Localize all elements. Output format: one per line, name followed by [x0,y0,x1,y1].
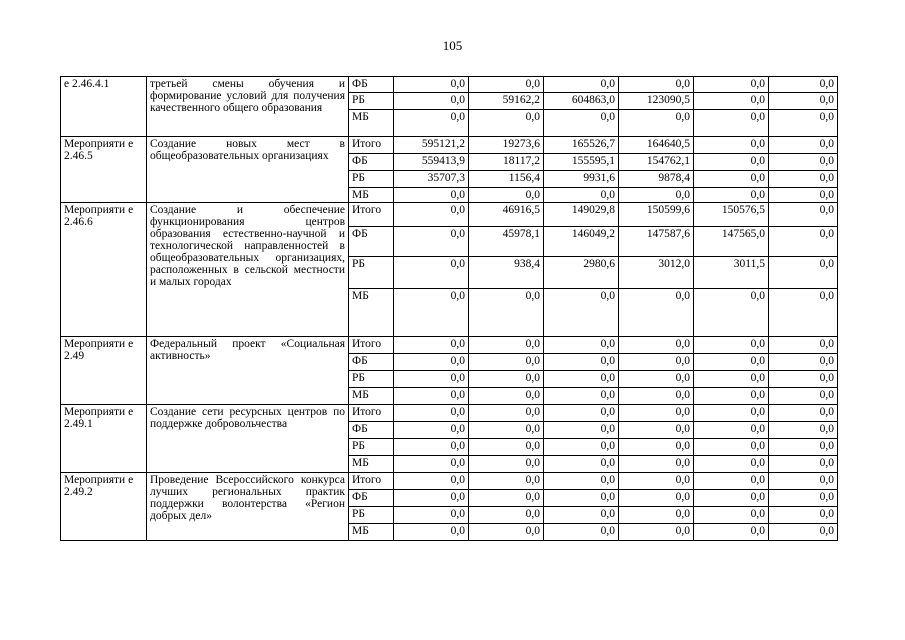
amount-cell: 0,0 [544,354,619,371]
amount-cell: 0,0 [394,227,469,257]
funding-source: ФБ [349,77,394,93]
amount-cell: 0,0 [769,388,838,405]
amount-cell: 0,0 [394,422,469,439]
activity-code: Мероприяти е 2.49.2 [61,473,147,541]
funding-source: ФБ [349,422,394,439]
amount-cell: 0,0 [769,507,838,524]
amount-cell: 0,0 [619,456,694,473]
amount-cell: 0,0 [469,490,544,507]
amount-cell: 0,0 [394,337,469,354]
amount-cell: 147565,0 [694,227,769,257]
activity-name: Создание и обеспечение функционирования центров образования естественно-научной и технологической направленностей в общеобразовательных организациях, расположенных в сельской местности и малых городах [147,203,349,337]
amount-cell: 154762,1 [619,154,694,171]
amount-cell: 0,0 [769,473,838,490]
amount-cell: 0,0 [469,77,544,93]
amount-cell: 0,0 [694,456,769,473]
amount-cell: 0,0 [544,110,619,137]
amount-cell: 0,0 [694,422,769,439]
amount-cell: 0,0 [469,289,544,337]
funding-source: МБ [349,456,394,473]
table-row [61,203,838,227]
amount-cell: 0,0 [394,110,469,137]
amount-cell: 0,0 [769,456,838,473]
amount-cell: 0,0 [394,405,469,422]
amount-cell: 0,0 [619,289,694,337]
funding-source: ФБ [349,354,394,371]
amount-cell: 0,0 [694,188,769,203]
amount-cell: 0,0 [544,473,619,490]
amount-cell: 0,0 [544,337,619,354]
amount-cell: 3011,5 [694,257,769,289]
amount-cell: 0,0 [394,354,469,371]
amount-cell: 0,0 [394,524,469,541]
amount-cell: 0,0 [694,289,769,337]
amount-cell: 146049,2 [544,227,619,257]
amount-cell: 155595,1 [544,154,619,171]
amount-cell: 0,0 [544,371,619,388]
amount-cell: 3012,0 [619,257,694,289]
amount-cell: 0,0 [544,188,619,203]
funding-source: МБ [349,110,394,137]
amount-cell: 147587,6 [619,227,694,257]
amount-cell: 0,0 [619,490,694,507]
amount-cell: 0,0 [469,371,544,388]
funding-source: Итого [349,473,394,490]
amount-cell: 0,0 [694,388,769,405]
funding-source: Итого [349,137,394,154]
amount-cell: 2980,6 [544,257,619,289]
amount-cell: 0,0 [469,354,544,371]
amount-cell: 0,0 [619,439,694,456]
amount-cell: 0,0 [394,388,469,405]
funding-source: Итого [349,337,394,354]
amount-cell: 0,0 [394,507,469,524]
activity-name: Создание сети ресурсных центров по поддержке добровольчества [147,405,349,473]
funding-source: МБ [349,289,394,337]
amount-cell: 165526,7 [544,137,619,154]
amount-cell: 0,0 [619,388,694,405]
amount-cell: 0,0 [544,405,619,422]
amount-cell: 0,0 [769,422,838,439]
amount-cell: 0,0 [394,257,469,289]
amount-cell: 0,0 [469,388,544,405]
amount-cell: 0,0 [469,405,544,422]
amount-cell: 0,0 [769,227,838,257]
amount-cell: 0,0 [469,188,544,203]
funding-source: ФБ [349,154,394,171]
amount-cell: 0,0 [619,77,694,93]
budget-table-body [61,77,838,541]
activity-code: Мероприяти е 2.49.1 [61,405,147,473]
amount-cell: 0,0 [694,154,769,171]
amount-cell: 938,4 [469,257,544,289]
amount-cell: 123090,5 [619,93,694,110]
amount-cell: 0,0 [394,93,469,110]
amount-cell: 0,0 [769,171,838,188]
amount-cell: 0,0 [694,171,769,188]
amount-cell: 0,0 [694,371,769,388]
amount-cell: 0,0 [769,354,838,371]
amount-cell: 0,0 [544,289,619,337]
amount-cell: 0,0 [394,77,469,93]
amount-cell: 18117,2 [469,154,544,171]
amount-cell: 0,0 [619,188,694,203]
amount-cell: 0,0 [694,77,769,93]
amount-cell: 0,0 [394,439,469,456]
amount-cell: 0,0 [544,507,619,524]
amount-cell: 150576,5 [694,203,769,227]
funding-source: ФБ [349,490,394,507]
amount-cell: 0,0 [469,473,544,490]
funding-source: МБ [349,188,394,203]
amount-cell: 0,0 [544,524,619,541]
amount-cell: 0,0 [769,490,838,507]
amount-cell: 0,0 [769,110,838,137]
amount-cell: 59162,2 [469,93,544,110]
amount-cell: 1156,4 [469,171,544,188]
amount-cell: 0,0 [469,439,544,456]
amount-cell: 0,0 [394,289,469,337]
amount-cell: 164640,5 [619,137,694,154]
funding-source: РБ [349,171,394,188]
funding-source: РБ [349,507,394,524]
amount-cell: 0,0 [694,439,769,456]
amount-cell: 9931,6 [544,171,619,188]
amount-cell: 595121,2 [394,137,469,154]
amount-cell: 0,0 [769,439,838,456]
amount-cell: 0,0 [769,337,838,354]
activity-name: Проведение Всероссийского конкурса лучших региональных практик поддержки волонтерства «Регион добрых дел» [147,473,349,541]
activity-name: Создание новых мест в общеобразовательных организациях [147,137,349,203]
funding-source: МБ [349,524,394,541]
amount-cell: 0,0 [619,354,694,371]
amount-cell: 0,0 [619,473,694,490]
amount-cell: 0,0 [469,456,544,473]
amount-cell: 0,0 [694,473,769,490]
amount-cell: 149029,8 [544,203,619,227]
activity-name: третьей смены обучения и формирование условий для получения качественного общего образования [147,77,349,137]
table-row [61,137,838,154]
amount-cell: 0,0 [394,456,469,473]
activity-code: Мероприяти е 2.46.5 [61,137,147,203]
amount-cell: 0,0 [394,203,469,227]
amount-cell: 0,0 [694,405,769,422]
amount-cell: 0,0 [769,289,838,337]
amount-cell: 0,0 [694,110,769,137]
amount-cell: 0,0 [694,507,769,524]
amount-cell: 0,0 [694,337,769,354]
amount-cell: 0,0 [469,110,544,137]
amount-cell: 0,0 [619,371,694,388]
amount-cell: 0,0 [769,77,838,93]
amount-cell: 0,0 [394,490,469,507]
amount-cell: 604863,0 [544,93,619,110]
table-row [61,337,838,354]
amount-cell: 45978,1 [469,227,544,257]
funding-source: ФБ [349,227,394,257]
amount-cell: 559413,9 [394,154,469,171]
amount-cell: 0,0 [694,490,769,507]
funding-source: РБ [349,93,394,110]
amount-cell: 0,0 [469,524,544,541]
amount-cell: 0,0 [394,473,469,490]
table-row [61,473,838,490]
funding-source: МБ [349,388,394,405]
amount-cell: 0,0 [769,405,838,422]
amount-cell: 0,0 [619,337,694,354]
amount-cell: 0,0 [619,405,694,422]
funding-source: РБ [349,371,394,388]
amount-cell: 0,0 [544,456,619,473]
activity-name: Федеральный проект «Социальная активность» [147,337,349,405]
amount-cell: 0,0 [469,507,544,524]
amount-cell: 0,0 [694,524,769,541]
amount-cell: 0,0 [544,439,619,456]
amount-cell: 150599,6 [619,203,694,227]
amount-cell: 9878,4 [619,171,694,188]
funding-source: РБ [349,257,394,289]
amount-cell: 0,0 [769,257,838,289]
amount-cell: 0,0 [694,354,769,371]
funding-source: РБ [349,439,394,456]
amount-cell: 0,0 [769,188,838,203]
amount-cell: 0,0 [694,93,769,110]
activity-code: е 2.46.4.1 [61,77,147,137]
amount-cell: 0,0 [769,93,838,110]
funding-source: Итого [349,203,394,227]
amount-cell: 0,0 [769,371,838,388]
activity-code: Мероприяти е 2.46.6 [61,203,147,337]
funding-source: Итого [349,405,394,422]
amount-cell: 0,0 [769,137,838,154]
page-number: 105 [442,38,463,53]
amount-cell: 0,0 [394,188,469,203]
amount-cell: 0,0 [619,507,694,524]
amount-cell: 0,0 [619,422,694,439]
amount-cell: 0,0 [544,422,619,439]
amount-cell: 0,0 [694,137,769,154]
amount-cell: 0,0 [544,490,619,507]
amount-cell: 0,0 [394,371,469,388]
amount-cell: 0,0 [769,154,838,171]
budget-table [60,76,838,541]
amount-cell: 0,0 [544,388,619,405]
amount-cell: 0,0 [469,422,544,439]
amount-cell: 0,0 [769,524,838,541]
table-row [61,77,838,93]
amount-cell: 0,0 [469,337,544,354]
amount-cell: 0,0 [769,203,838,227]
table-row [61,405,838,422]
amount-cell: 0,0 [619,110,694,137]
amount-cell: 19273,6 [469,137,544,154]
amount-cell: 0,0 [544,77,619,93]
amount-cell: 35707,3 [394,171,469,188]
amount-cell: 0,0 [619,524,694,541]
amount-cell: 46916,5 [469,203,544,227]
activity-code: Мероприяти е 2.49 [61,337,147,405]
